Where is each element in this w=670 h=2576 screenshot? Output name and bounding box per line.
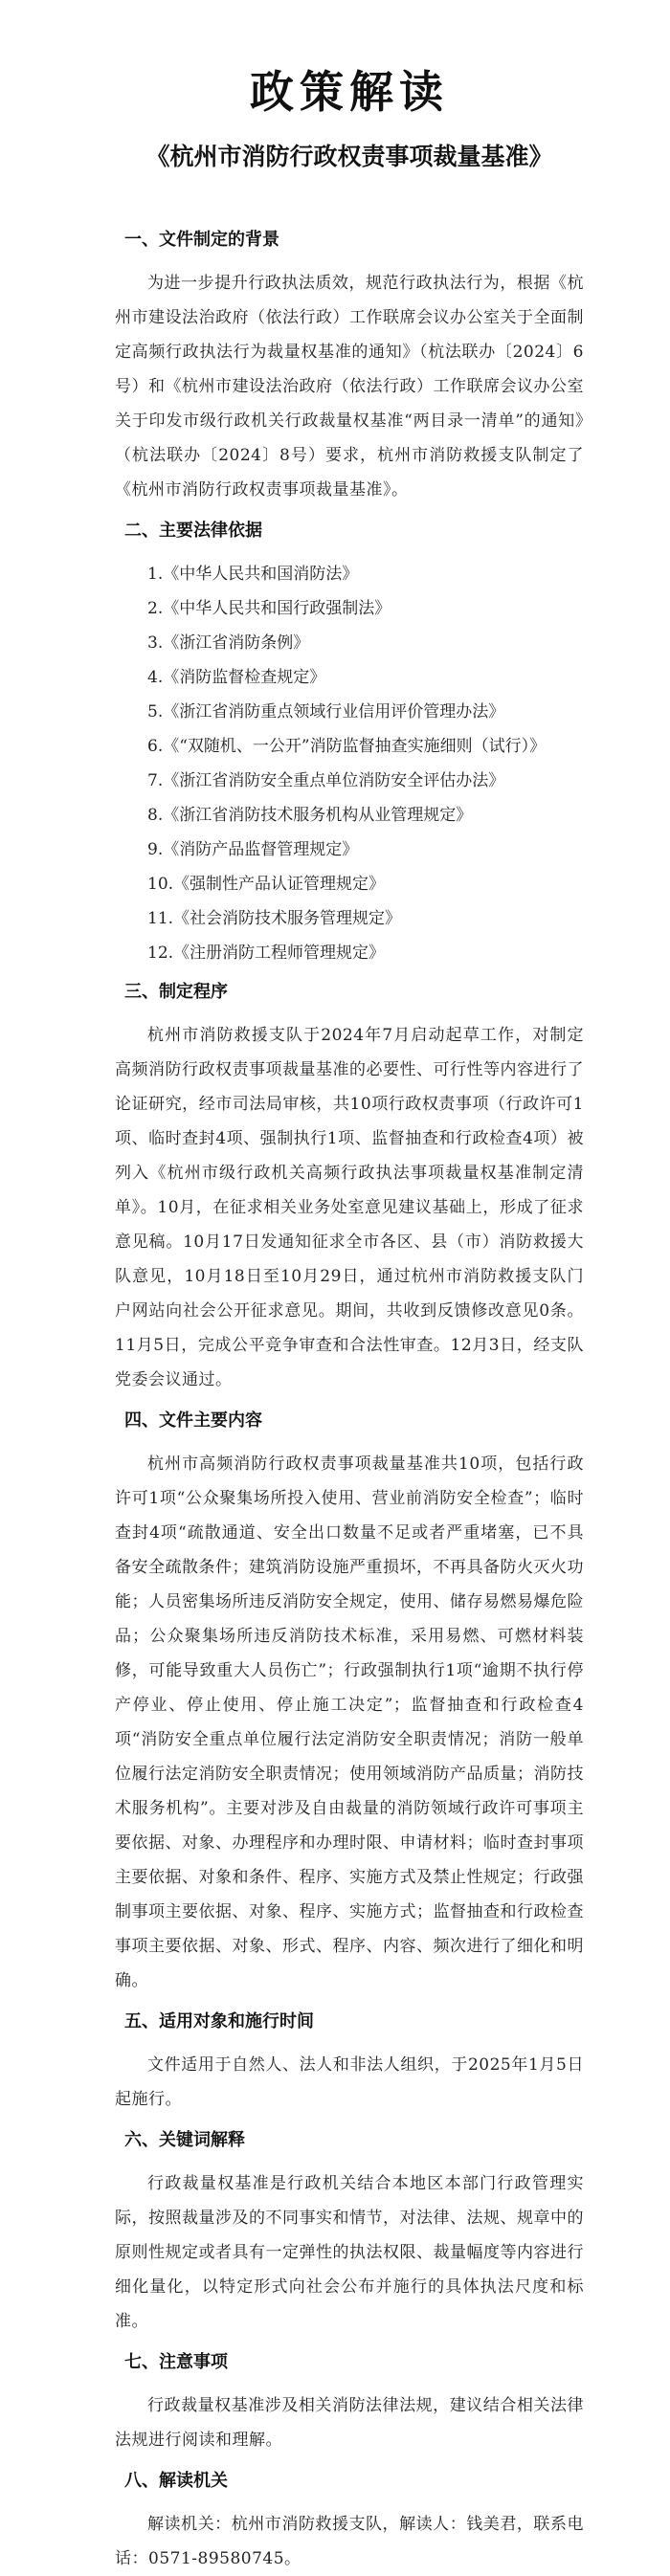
section-heading-procedure: 三、制定程序 xyxy=(124,982,228,1002)
section-heading-background: 一、文件制定的背景 xyxy=(124,230,279,250)
section-heading-interpreting-agency: 八、解读机关 xyxy=(124,2471,228,2491)
list-item: 6.《“双随机、一公开”消防监督抽查实施细则（试行）》 xyxy=(147,737,547,756)
list-item: 9.《消防产品监督管理规定》 xyxy=(147,840,359,859)
section-paragraph: 行政裁量权基准涉及相关消防法律法规，建议结合相关法律法规进行阅读和理解。 xyxy=(115,2396,584,2450)
section-paragraph: 文件适用于自然人、法人和非法人组织，于2025年1月5日起施行。 xyxy=(115,2055,584,2109)
section-paragraph: 为进一步提升行政执法质效，规范行政执法行为，根据《杭州市建设法治政府（依法行政）工作联席会议办公室关于全面制定高频行政执法行为裁量权基准的通知》（杭法联办〔2024〕6号）和《杭州市建设法治政府（依法行政）工作联席会议办公室关于印发市级行政机关行政裁量权基准“两目录一清单”的通知》（杭法联办〔2024〕8号）要求，杭州市消防救援支队制定了《杭州市消防行政权责事项裁量基准》。 xyxy=(115,274,584,500)
contact-paragraph: 解读机关：杭州市消防救援支队，解读人：钱美君，联系电话：0571-89580745。 xyxy=(115,2515,584,2568)
section-paragraph: 杭州市消防救援支队于2024年7月启动起草工作，对制定高频消防行政权责事项裁量基准的必要性、可行性等内容进行了论证研究，经市司法局审核，共10项行政权责事项（行政许可1项、临时查封4项、强制执行1项、监督抽查和行政检查4项）被列入《杭州市级行政机关高频行政执法事项裁量权基准制定清单》。10月，在征求相关业务处室意见建议基础上，形成了征求意见稿。10月17日发通知征求全市各区、县（市）消防救援大队意见，10月18日至10月29日，通过杭州市消防救援支队门户网站向社会公开征求意见。期间，共收到反馈修改意见0条。11月5日，完成公平竞争审查和合法性审查。12月3日，经支队党委会议通过。 xyxy=(115,1026,584,1389)
list-item: 2.《中华人民共和国行政强制法》 xyxy=(147,599,391,618)
list-item: 5.《浙江省消防重点领域行业信用评价管理办法》 xyxy=(147,702,505,722)
list-item: 4.《消防监督检查规定》 xyxy=(147,668,326,687)
section-paragraph: 行政裁量权基准是行政机关结合本地区本部门行政管理实际，按照裁量涉及的不同事实和情节，对法律、法规、规章中的原则性规定或者具有一定弹性的执法权限、裁量幅度等内容进行细化量化，以特定形式向社会公布并施行的具体执法尺度和标准。 xyxy=(115,2174,584,2331)
section-heading-keywords: 六、关键词解释 xyxy=(124,2130,245,2150)
list-item: 7.《浙江省消防安全重点单位消防安全评估办法》 xyxy=(147,771,505,790)
list-item: 1.《中华人民共和国消防法》 xyxy=(147,565,359,584)
legal-basis-list xyxy=(115,557,584,970)
document-subtitle: 《杭州市消防行政权责事项裁量基准》 xyxy=(145,143,553,170)
section-paragraph: 杭州市高频消防行政权责事项裁量基准共10项，包括行政许可1项“公众聚集场所投入使用、营业前消防安全检查”；临时查封4项“疏散通道、安全出口数量不足或者严重堵塞，已不具备安全疏散条件；建筑消防设施严重损坏，不再具备防火灭火功能；人员密集场所违反消防安全规定，使用、储存易燃易爆危险品；公众聚集场所违反消防技术标准，采用易燃、可燃材料装修，可能导致重大人员伤亡”；行政强制执行1项“逾期不执行停产停业、停止使用、停止施工决定”；监督抽查和行政检查4项“消防安全重点单位履行法定消防安全职责情况；消防一般单位履行法定消防安全职责情况；使用领域消防产品质量；消防技术服务机构”。主要对涉及自由裁量的消防领域行政许可事项主要依据、对象、办理程序和办理时限、申请材料；临时查封事项主要依据、对象和条件、程序、实施方式及禁止性规定；行政强制事项主要依据、对象、程序、实施方式；监督抽查和行政检查事项主要依据、对象、形式、程序、内容、频次进行了细化和明确。 xyxy=(115,1455,584,1990)
list-item: 11.《社会消防技术服务管理规定》 xyxy=(147,909,402,928)
list-item: 3.《浙江省消防条例》 xyxy=(147,633,310,653)
list-item: 10.《强制性产品认证管理规定》 xyxy=(147,875,386,894)
section-heading-notes: 七、注意事项 xyxy=(124,2352,228,2372)
document-title: 政策解读 xyxy=(250,66,449,118)
list-item: 8.《浙江省消防技术服务机构从业管理规定》 xyxy=(147,806,473,825)
list-item: 12.《注册消防工程师管理规定》 xyxy=(147,944,386,963)
section-heading-legal-basis: 二、主要法律依据 xyxy=(124,521,262,541)
section-heading-scope-effective-date: 五、适用对象和施行时间 xyxy=(124,2011,314,2032)
section-heading-main-content: 四、文件主要内容 xyxy=(124,1410,262,1431)
